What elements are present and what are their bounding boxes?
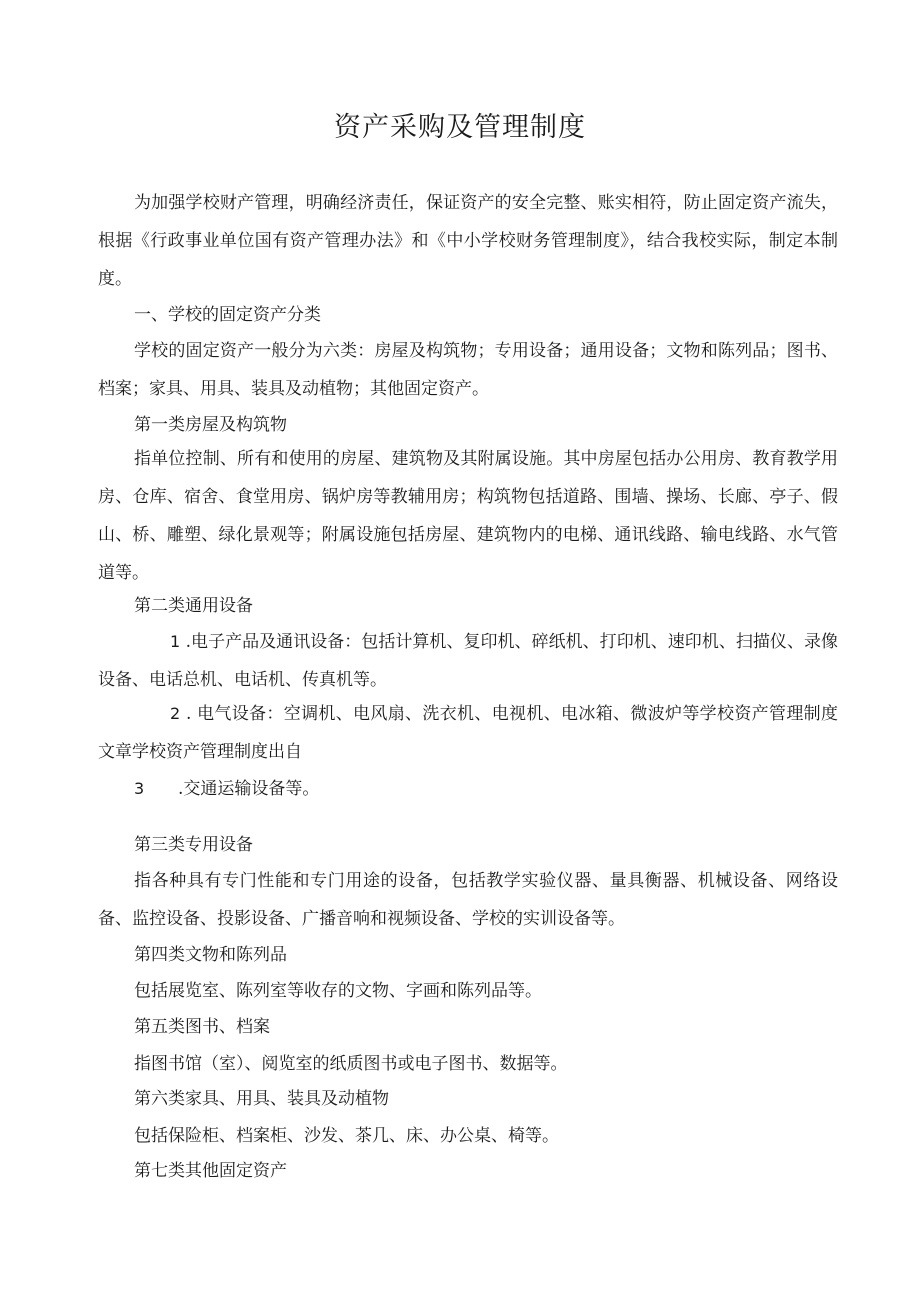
category7-heading: 第七类其他固定资产	[134, 1161, 287, 1181]
category6-heading: 第六类家具、用具、装具及动植物	[134, 1089, 389, 1109]
category6-paragraph: 包括保险柜、档案柜、沙发、茶几、床、办公桌、椅等。	[134, 1126, 559, 1146]
item-number: 3	[134, 779, 145, 798]
category4-heading: 第四类文物和陈列品	[134, 945, 287, 965]
item-text: .交通运输设备等。	[178, 779, 320, 799]
item-number: 2	[170, 704, 181, 723]
category5-heading: 第五类图书、档案	[134, 1017, 270, 1037]
item-text: .电子产品及通讯设备：包括计算机、复印机、碎纸机、打印机、速印机、扫描仪、录像设备、电话总机、电话机、传真机等。	[98, 632, 839, 690]
category2-heading: 第二类通用设备	[134, 596, 253, 616]
category2-item-1	[98, 623, 838, 699]
category5-paragraph: 指图书馆（室）、阅览室的纸质图书或电子图书、数据等。	[134, 1054, 568, 1074]
intro-paragraph: 为加强学校财产管理，明确经济责任，保证资产的安全完整、账实相符，防止固定资产流失，根据《行政事业单位国有资产管理办法》和《中小学校财务管理制度》，结合我校实际，制定本制度。	[98, 193, 838, 289]
category1-heading: 第一类房屋及构筑物	[134, 415, 287, 435]
document-title: 资产采购及管理制度	[334, 112, 586, 143]
category2-item-3	[134, 770, 834, 808]
category1-paragraph: 指单位控制、所有和使用的房屋、建筑物及其附属设施。其中房屋包括办公用房、教育教学用房、仓库、宿舍、食堂用房、锅炉房等教辅用房；构筑物包括道路、围墙、操场、长廊、亭子、假山、桥、雕塑、绿化景观等；附属设施包括房屋、建筑物内的电梯、通讯线路、输电线路、水气管道等。	[98, 449, 838, 583]
item-number: 1	[170, 632, 181, 651]
category3-paragraph: 指各种具有专门性能和专门用途的设备，包括教学实验仪器、量具衡器、机械设备、网络设备、监控设备、投影设备、广播音响和视频设备、学校的实训设备等。	[98, 871, 838, 929]
category4-paragraph: 包括展览室、陈列室等收存的文物、字画和陈列品等。	[134, 981, 542, 1001]
section1-heading: 一、学校的固定资产分类	[134, 305, 321, 325]
category3-heading: 第三类专用设备	[134, 835, 253, 855]
item-text: . 电气设备：空调机、电风扇、洗衣机、电视机、电冰箱、微波炉等学校资产管理制度文章学校资产管理制度出自	[98, 704, 839, 762]
category2-item-2	[98, 695, 838, 771]
section1-paragraph: 学校的固定资产一般分为六类：房屋及构筑物；专用设备；通用设备；文物和陈列品；图书、档案；家具、用具、装具及动植物；其他固定资产。	[98, 341, 838, 399]
